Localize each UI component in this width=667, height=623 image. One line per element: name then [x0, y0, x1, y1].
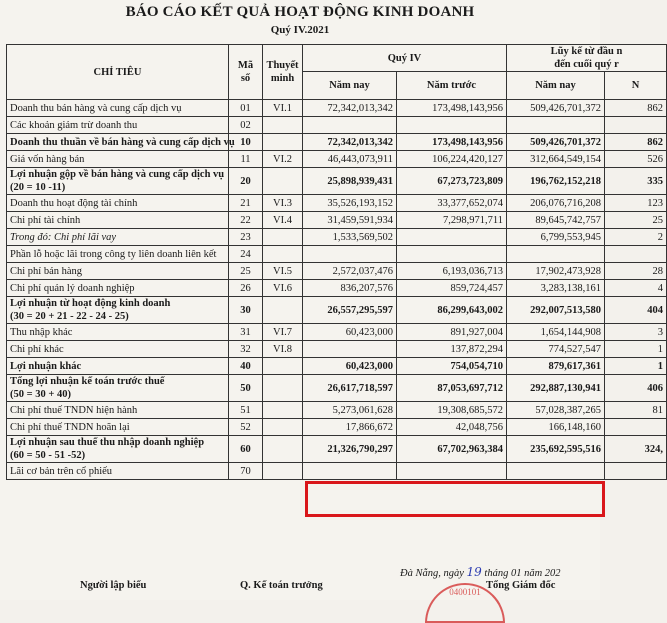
row-ytd-previous: 4 — [605, 280, 667, 297]
row-code: 30 — [229, 297, 263, 324]
row-ytd-previous: 25 — [605, 212, 667, 229]
row-label — [7, 212, 229, 229]
row-ytd-current: 509,426,701,372 — [507, 134, 605, 151]
row-label-text: Tổng lợi nhuận kế toán trước thuế — [10, 376, 165, 387]
row-ytd-current: 312,664,549,154 — [507, 151, 605, 168]
row-label — [7, 134, 235, 151]
row-code: 60 — [229, 436, 263, 463]
row-code: 31 — [229, 324, 263, 341]
row-ytd-previous: 2 — [605, 229, 667, 246]
row-code: 11 — [229, 151, 263, 168]
row-quarter-previous — [397, 463, 507, 480]
row-ytd-previous: 406 — [605, 375, 667, 402]
row-label — [7, 402, 229, 419]
row-code: 20 — [229, 168, 263, 195]
header-ytd-prev: N — [605, 72, 667, 100]
highlight-box — [305, 481, 605, 517]
table-row — [7, 419, 667, 436]
row-note: VI.7 — [263, 324, 303, 341]
row-quarter-current: 17,866,672 — [303, 419, 397, 436]
row-label — [7, 263, 229, 280]
row-ytd-current: 17,902,473,928 — [507, 263, 605, 280]
table-row — [7, 280, 667, 297]
table-row — [7, 100, 667, 117]
row-note — [263, 419, 303, 436]
row-label — [7, 419, 229, 436]
row-ytd-current: 774,527,547 — [507, 341, 605, 358]
row-note — [263, 117, 303, 134]
row-ytd-current: 3,283,138,161 — [507, 280, 605, 297]
row-ytd-current: 6,799,553,945 — [507, 229, 605, 246]
row-label — [7, 358, 229, 375]
row-ytd-previous: 404 — [605, 297, 667, 324]
row-quarter-previous — [397, 246, 507, 263]
row-note: VI.6 — [263, 280, 303, 297]
row-ytd-previous: 81 — [605, 402, 667, 419]
row-ytd-current: 509,426,701,372 — [507, 100, 605, 117]
row-code: 51 — [229, 402, 263, 419]
row-label-text: Chi phí tài chính — [10, 214, 81, 226]
row-code: 52 — [229, 419, 263, 436]
row-note — [263, 358, 303, 375]
signing-date — [400, 565, 561, 579]
table-row — [7, 134, 667, 151]
row-ytd-current: 206,076,716,208 — [507, 195, 605, 212]
row-ytd-current — [507, 246, 605, 263]
table-row — [7, 436, 667, 463]
row-code: 23 — [229, 229, 263, 246]
row-ytd-previous: 123 — [605, 195, 667, 212]
row-quarter-current: 25,898,939,431 — [303, 168, 397, 195]
row-label-text: Lãi cơ bản trên cổ phiếu — [10, 465, 113, 477]
row-ytd-current: 57,028,387,265 — [507, 402, 605, 419]
row-quarter-previous: 19,308,685,572 — [397, 402, 507, 419]
row-ytd-previous — [605, 463, 667, 480]
table-row — [7, 375, 667, 402]
row-code: 50 — [229, 375, 263, 402]
row-quarter-previous: 173,498,143,956 — [397, 134, 507, 151]
row-label-text: Lợi nhuận từ hoạt động kinh doanh — [10, 298, 171, 309]
row-label-text: Doanh thu thuần về bán hàng và cung cấp dịch vụ — [10, 136, 235, 148]
row-note — [263, 297, 303, 324]
table-row — [7, 463, 667, 480]
header-ytd-now: Năm nay — [507, 72, 605, 100]
row-label-text: Chi phí bán hàng — [10, 265, 83, 277]
row-label-text: Phần lỗ hoặc lãi trong công ty liên doanh liên kết — [10, 248, 217, 260]
row-note: VI.1 — [263, 100, 303, 117]
director-label: Tổng Giám đốc — [486, 580, 556, 591]
header-ma-so: Mã số — [229, 45, 263, 100]
header-q-now: Năm nay — [303, 72, 397, 100]
row-code: 01 — [229, 100, 263, 117]
row-ytd-current: 166,148,160 — [507, 419, 605, 436]
row-label-text: Lợi nhuận sau thuế thu nhập doanh nghiệp — [10, 437, 205, 448]
row-code: 22 — [229, 212, 263, 229]
header-q-prev: Năm trước — [397, 72, 507, 100]
row-label — [7, 168, 229, 195]
row-label — [7, 117, 229, 134]
row-quarter-current: 60,423,000 — [303, 324, 397, 341]
table-row — [7, 341, 667, 358]
table-row — [7, 297, 667, 324]
row-quarter-current: 35,526,193,152 — [303, 195, 397, 212]
header-thuyet-minh: Thuyết minh — [263, 45, 303, 100]
row-ytd-previous — [605, 246, 667, 263]
row-label — [7, 151, 229, 168]
row-note: VI.2 — [263, 151, 303, 168]
preparer-label: Người lập biểu — [80, 580, 147, 591]
row-formula: (60 = 50 - 51 -52) — [10, 450, 86, 461]
row-note: VI.8 — [263, 341, 303, 358]
row-note — [263, 463, 303, 480]
table-row — [7, 402, 667, 419]
row-quarter-current — [303, 246, 397, 263]
row-quarter-current: 60,423,000 — [303, 358, 397, 375]
table-row — [7, 168, 667, 195]
row-code: 40 — [229, 358, 263, 375]
row-note — [263, 402, 303, 419]
row-ytd-current: 879,617,361 — [507, 358, 605, 375]
row-quarter-previous: 42,048,756 — [397, 419, 507, 436]
row-note — [263, 436, 303, 463]
table-row — [7, 117, 667, 134]
row-ytd-previous — [605, 419, 667, 436]
row-code: 02 — [229, 117, 263, 134]
row-quarter-current: 26,617,718,597 — [303, 375, 397, 402]
report-period: Quý IV.2021 — [270, 24, 330, 36]
row-ytd-current: 235,692,595,516 — [507, 436, 605, 463]
row-quarter-current: 72,342,013,342 — [303, 100, 397, 117]
report-title: BÁO CÁO KẾT QUẢ HOẠT ĐỘNG KINH DOANH — [125, 4, 475, 20]
row-label — [7, 463, 229, 480]
row-quarter-current — [303, 463, 397, 480]
row-note — [263, 134, 303, 151]
row-quarter-current: 21,326,790,297 — [303, 436, 397, 463]
row-ytd-previous: 526 — [605, 151, 667, 168]
row-note — [263, 375, 303, 402]
row-label-text: Thu nhập khác — [10, 326, 73, 338]
row-label-text: Trong đó: Chi phí lãi vay — [10, 231, 117, 243]
row-quarter-current — [303, 117, 397, 134]
row-note: VI.4 — [263, 212, 303, 229]
row-formula: (30 = 20 + 21 - 22 - 24 - 25) — [10, 311, 129, 322]
row-label — [7, 341, 229, 358]
row-ytd-current — [507, 117, 605, 134]
accountant-label: Q. Kế toán trưởng — [240, 580, 323, 591]
header-ytd-line2: đến cuối quý r — [554, 59, 619, 70]
row-code: 24 — [229, 246, 263, 263]
row-ytd-current: 1,654,144,908 — [507, 324, 605, 341]
row-formula: (50 = 30 + 40) — [10, 389, 71, 400]
row-ytd-current — [507, 463, 605, 480]
row-label-text: Doanh thu hoạt động tài chính — [10, 197, 138, 209]
row-code: 70 — [229, 463, 263, 480]
row-code: 21 — [229, 195, 263, 212]
table-row — [7, 195, 667, 212]
row-label-text: Chi phí thuế TNDN hoãn lại — [10, 421, 130, 433]
date-suffix: tháng 01 năm 202 — [484, 568, 561, 579]
row-label — [7, 100, 229, 117]
row-quarter-previous — [397, 229, 507, 246]
date-day: 19 — [466, 565, 482, 579]
row-ytd-current: 196,762,152,218 — [507, 168, 605, 195]
row-quarter-current: 5,273,061,628 — [303, 402, 397, 419]
header-quarter: Quý IV — [303, 45, 507, 72]
row-quarter-previous: 137,872,294 — [397, 341, 507, 358]
row-formula: (20 = 10 -11) — [10, 182, 66, 193]
row-quarter-current: 46,443,073,911 — [303, 151, 397, 168]
row-label — [7, 280, 229, 297]
row-quarter-previous: 33,377,652,074 — [397, 195, 507, 212]
header-ytd — [507, 45, 667, 72]
row-label — [7, 195, 229, 212]
row-quarter-previous: 106,224,420,127 — [397, 151, 507, 168]
row-ytd-previous: 862 — [605, 134, 667, 151]
row-note: VI.5 — [263, 263, 303, 280]
row-label-text: Chi phí khác — [10, 343, 64, 355]
row-ytd-previous — [605, 117, 667, 134]
row-quarter-previous: 67,273,723,809 — [397, 168, 507, 195]
row-label-text: Lợi nhuận gộp về bán hàng và cung cấp dịch vụ — [10, 169, 225, 180]
row-quarter-current: 1,533,569,502 — [303, 229, 397, 246]
table-row — [7, 246, 667, 263]
row-note — [263, 168, 303, 195]
row-quarter-previous: 173,498,143,956 — [397, 100, 507, 117]
table-row — [7, 324, 667, 341]
row-note — [263, 246, 303, 263]
header-ytd-line1: Lũy kế từ đầu n — [550, 46, 623, 57]
row-label-text: Chi phí quản lý doanh nghiệp — [10, 282, 135, 294]
row-ytd-previous: 3 — [605, 324, 667, 341]
row-label-text: Lợi nhuận khác — [10, 360, 82, 372]
row-ytd-previous: 28 — [605, 263, 667, 280]
table-row — [7, 151, 667, 168]
row-ytd-previous: 335 — [605, 168, 667, 195]
row-note — [263, 229, 303, 246]
table-row — [7, 229, 667, 246]
row-ytd-previous: 1 — [605, 341, 667, 358]
date-prefix: Đà Nẵng, ngày — [400, 568, 464, 579]
row-note: VI.3 — [263, 195, 303, 212]
row-code: 26 — [229, 280, 263, 297]
row-quarter-previous: 891,927,004 — [397, 324, 507, 341]
row-quarter-previous: 86,299,643,002 — [397, 297, 507, 324]
row-quarter-current: 26,557,295,597 — [303, 297, 397, 324]
table-row — [7, 212, 667, 229]
row-quarter-current: 836,207,576 — [303, 280, 397, 297]
row-ytd-previous: 324, — [605, 436, 667, 463]
row-label — [7, 246, 229, 263]
table-row — [7, 358, 667, 375]
row-quarter-current: 2,572,037,476 — [303, 263, 397, 280]
table-row — [7, 263, 667, 280]
row-label — [7, 324, 229, 341]
row-code: 10 — [229, 134, 263, 151]
row-quarter-previous: 87,053,697,712 — [397, 375, 507, 402]
header-chi-tieu: CHỈ TIÊU — [7, 45, 229, 100]
row-quarter-previous: 859,724,457 — [397, 280, 507, 297]
row-ytd-current: 89,645,742,757 — [507, 212, 605, 229]
row-ytd-current: 292,007,513,580 — [507, 297, 605, 324]
row-label — [7, 297, 229, 324]
row-quarter-current: 72,342,013,342 — [303, 134, 397, 151]
row-label-text: Doanh thu bán hàng và cung cấp dịch vụ — [10, 102, 182, 114]
row-quarter-previous: 7,298,971,711 — [397, 212, 507, 229]
row-label-text: Chi phí thuế TNDN hiện hành — [10, 404, 138, 416]
row-quarter-current — [303, 341, 397, 358]
income-statement-table — [6, 44, 667, 480]
row-label — [7, 436, 229, 463]
row-quarter-previous: 6,193,036,713 — [397, 263, 507, 280]
row-quarter-previous: 754,054,710 — [397, 358, 507, 375]
row-ytd-previous: 1 — [605, 358, 667, 375]
row-label-text: Giá vốn hàng bán — [10, 153, 85, 165]
row-ytd-current: 292,887,130,941 — [507, 375, 605, 402]
row-ytd-previous: 862 — [605, 100, 667, 117]
row-code: 25 — [229, 263, 263, 280]
row-quarter-current: 31,459,591,934 — [303, 212, 397, 229]
seal-text: 0400101 — [449, 587, 481, 597]
row-quarter-previous — [397, 117, 507, 134]
row-label — [7, 375, 229, 402]
row-label — [7, 229, 229, 246]
row-label-text: Các khoản giảm trừ doanh thu — [10, 119, 138, 131]
row-quarter-previous: 67,702,963,384 — [397, 436, 507, 463]
row-code: 32 — [229, 341, 263, 358]
